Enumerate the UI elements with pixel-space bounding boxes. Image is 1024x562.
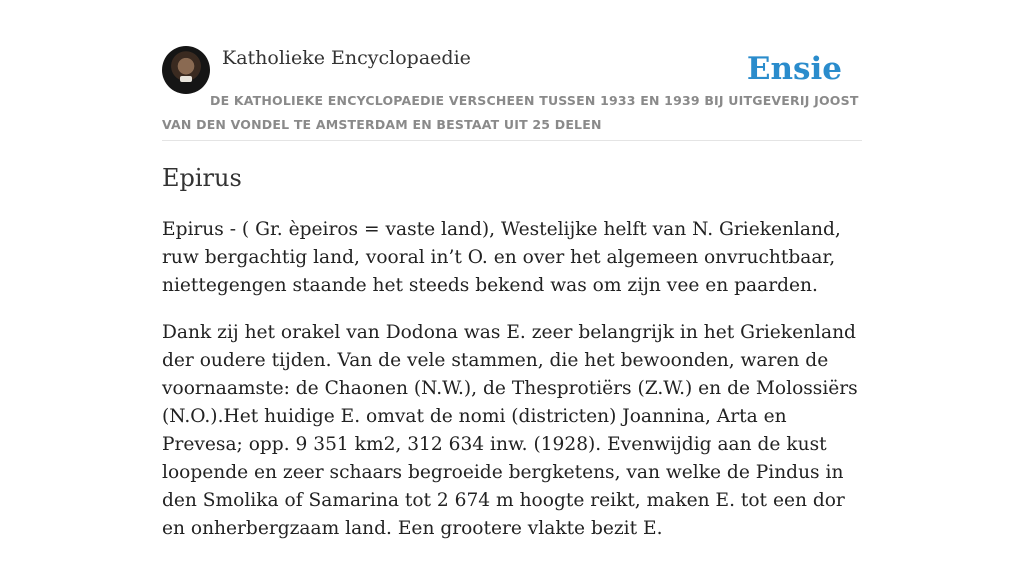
article-paragraph: Dank zij het orakel van Dodona was E. zeer belangrijk in het Griekenland der oudere tijden. Van de vele stammen, die het bewoonden, waren de voornaamste: de Chaonen (N.W.), de Thesprotiërs (Z.W.) en de Molossiërs (N.O.).Het huidige E. omvat de nomi (districten) Joannina, Arta en Prevesa; opp. 9 351 km2, 312 634 inw. (1928). Evenwijdig aan de kust loopende en zeer schaars begroeide bergketens, van welke de Pindus in den Smolika of Samarina tot 2 674 m hoogte reikt, maken E. tot een dor en onherbergzaam land. Een grootere vlakte bezit E. xyxy=(162,322,858,539)
ensie-logo-link[interactable]: Ensie xyxy=(746,51,842,87)
portrait-avatar[interactable] xyxy=(162,46,210,94)
article-title: Epirus xyxy=(162,164,242,192)
page-container xyxy=(162,0,862,539)
site-header xyxy=(162,0,862,141)
avatar-collar xyxy=(180,76,192,82)
article-paragraph: Epirus - ( Gr. èpeiros = vaste land), Westelijke helft van N. Griekenland, ruw bergachtig land, vooral in’t O. en over het algemeen onvruchtbaar, niettegengen staande het steeds bekend was om zijn vee en paarden. xyxy=(162,219,841,296)
encyclopedia-title-link[interactable]: Katholieke Encyclopaedie xyxy=(222,47,471,69)
article-body xyxy=(162,216,862,562)
encyclopedia-description: DE KATHOLIEKE ENCYCLOPAEDIE VERSCHEEN TUSSEN 1933 EN 1939 BIJ UITGEVERIJ JOOST VAN DEN VONDEL TE AMSTERDAM EN BESTAAT UIT 25 DELEN xyxy=(162,93,859,132)
